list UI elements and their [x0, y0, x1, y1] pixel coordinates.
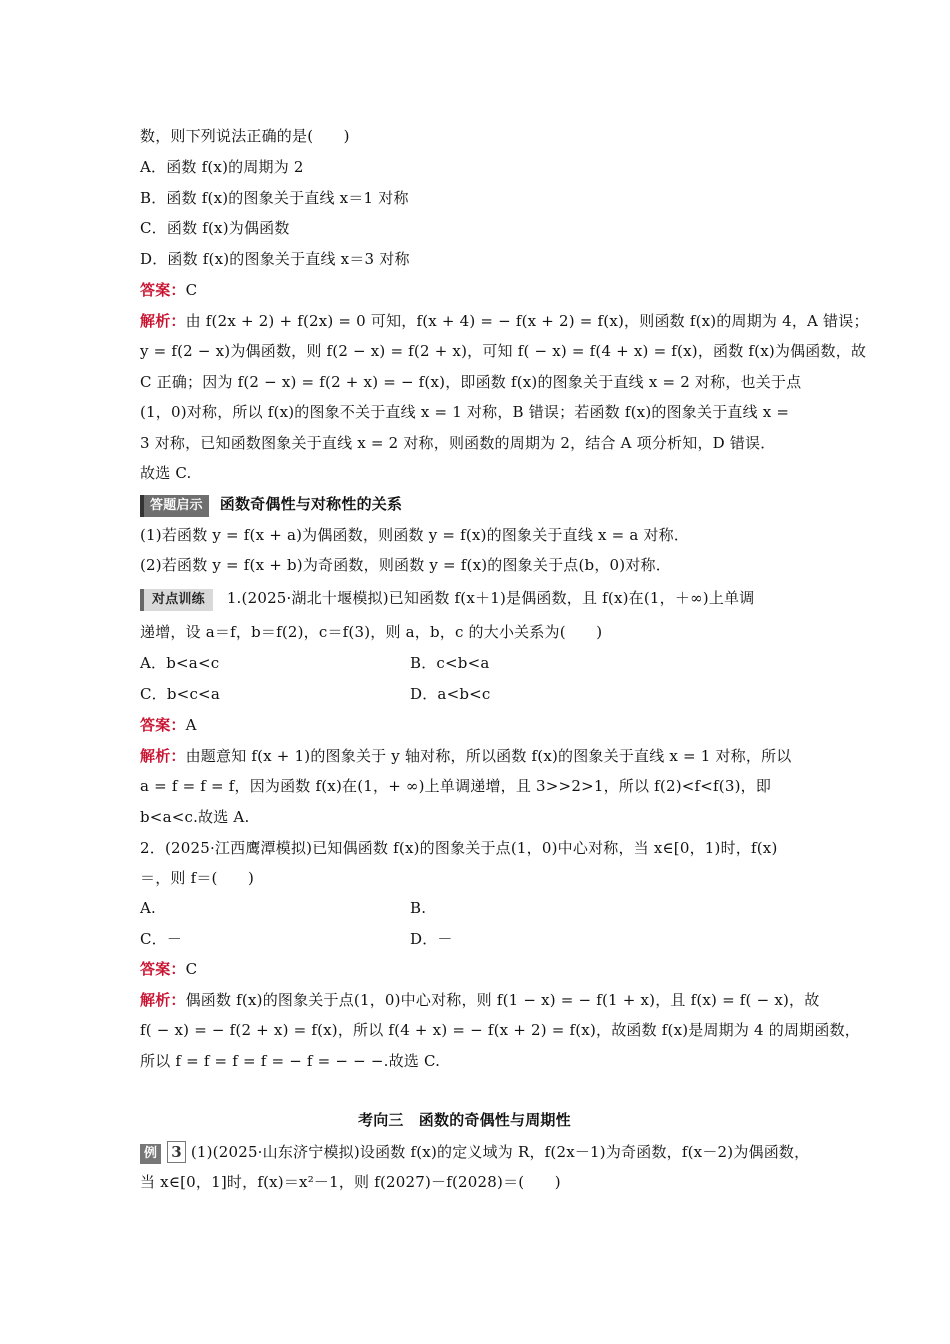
- practice-2-line-1: 2．(2025·江西鹰潭模拟)已知偶函数 f(x)的图象关于点(1，0)中心对称，当 x∈[0，1)时，f(x): [140, 839, 778, 857]
- option-d: D．函数 f(x)的图象关于直线 x＝3 对称: [140, 250, 410, 268]
- practice-header: [140, 588, 754, 611]
- answer-label: 答案：: [140, 716, 186, 734]
- answer-value: A: [185, 716, 197, 734]
- option-c: C．函数 f(x)为偶函数: [140, 219, 290, 237]
- tip-header: [140, 494, 402, 517]
- analysis-line-6: 故选 C.: [140, 464, 192, 482]
- practice-1-options-row-1: [140, 653, 219, 673]
- analysis-text: 由题意知 f(x + 1)的图象关于 y 轴对称，所以函数 f(x)的图象关于直线 x = 1 对称，所以: [185, 747, 792, 765]
- answer-value: C: [185, 281, 198, 299]
- practice-2-option-d: D．－: [410, 930, 453, 948]
- practice-2-option-a: A.: [140, 899, 157, 917]
- analysis-line-5: 3 对称，已知函数图象关于直线 x = 2 对称，则函数的周期为 2，结合 A 项分析知，D 错误．: [140, 434, 776, 452]
- practice-2-option-c: C．－: [140, 930, 183, 948]
- analysis-label: 解析：: [140, 312, 186, 330]
- practice-2-analysis-2: f( − x) = − f(2 + x) = f(x)，所以 f(4 + x) = − f(x + 2) = f(x)，故函数 f(x)是周期为 4 的周期函数，: [140, 1021, 860, 1039]
- option-a: A．函数 f(x)的周期为 2: [140, 158, 304, 176]
- practice-1-line-2: 递增，设 a＝f，b＝f(2)，c＝f(3)，则 a，b，c 的大小关系为( ): [140, 623, 603, 641]
- analysis-line-2: y = f(2 − x)为偶函数，则 f(2 − x) = f(2 + x)，可知 f( − x) = f(4 + x) = f(x)，函数 f(x)为偶函数，故: [140, 342, 867, 360]
- practice-1-line-1: 1.(2025·湖北十堰模拟)已知函数 f(x＋1)是偶函数，且 f(x)在(1，＋∞)上单调: [226, 589, 755, 607]
- analysis-label: 解析：: [140, 991, 186, 1009]
- analysis-text: 由 f(2x + 2) + f(2x) = 0 可知，f(x + 4) = − f(x + 2) = f(x)，则函数 f(x)的周期为 4，A 错误；: [185, 312, 869, 330]
- analysis-line-3: C 正确；因为 f(2 − x) = f(2 + x) = − f(x)，即函数 f(x)的图象关于直线 x = 2 对称，也关于点: [140, 373, 802, 391]
- practice-2-line-2: ＝，则 f＝( ): [140, 869, 255, 887]
- practice-1-option-c: C．b<c<a: [140, 685, 220, 703]
- practice-1-analysis-3: b<a<c.故选 A.: [140, 808, 250, 826]
- tip-title: 函数奇偶性与对称性的关系: [219, 495, 403, 513]
- practice-1-answer: [140, 715, 197, 735]
- analysis-text: 偶函数 f(x)的图象关于点(1，0)中心对称，则 f(1 − x) = − f(1 + x)，且 f(x) = f( − x)，故: [185, 991, 820, 1009]
- answer-label: 答案：: [140, 281, 186, 299]
- section-title: 考向三 函数的奇偶性与周期性: [358, 1111, 571, 1129]
- practice-badge: 对点训练: [140, 589, 213, 611]
- answer-value: C: [185, 960, 198, 978]
- practice-2-option-b: B.: [410, 899, 427, 917]
- tip-badge: 答题启示: [140, 495, 209, 517]
- example-3-line-2: 当 x∈[0，1]时，f(x)＝x²－1，则 f(2027)－f(2028)＝( ): [140, 1173, 561, 1191]
- practice-1-analysis-2: a = f = f = f，因为函数 f(x)在(1，+ ∞)上单调递增，且 3>>2>1，所以 f(2)<f<f(3)，即: [140, 777, 772, 795]
- practice-1-option-a: A．b<a<c: [140, 654, 220, 672]
- analysis-label: 解析：: [140, 747, 186, 765]
- answer-line: [140, 280, 197, 300]
- tip-line-1: (1)若函数 y = f(x + a)为偶函数，则函数 y = f(x)的图象关于直线 x = a 对称．: [140, 526, 690, 544]
- example-number: 3: [167, 1141, 186, 1163]
- practice-2-analysis-1: [140, 990, 819, 1010]
- option-b: B．函数 f(x)的图象关于直线 x＝1 对称: [140, 189, 409, 207]
- practice-2-analysis-3: 所以 f = f = f = f = − f = − − −.故选 C.: [140, 1052, 441, 1070]
- question-stem-tail: 数，则下列说法正确的是( ): [140, 127, 350, 145]
- analysis-line-4: (1，0)对称，所以 f(x)的图象不关于直线 x = 1 对称，B 错误；若函数 f(x)的图象关于直线 x =: [140, 403, 790, 421]
- practice-1-option-b: B．c<b<a: [410, 654, 490, 672]
- answer-label: 答案：: [140, 960, 186, 978]
- practice-1-analysis-1: [140, 746, 791, 766]
- practice-2-answer: [140, 959, 197, 979]
- example-3-line-1: [140, 1141, 809, 1164]
- example-3-text: (1)(2025·山东济宁模拟)设函数 f(x)的定义域为 R，f(2x－1)为奇函数，f(x－2)为偶函数，: [190, 1143, 810, 1161]
- example-label: 例: [140, 1144, 161, 1164]
- analysis-line-1: [140, 311, 869, 331]
- practice-1-option-d: D．a<b<c: [410, 685, 491, 703]
- tip-line-2: (2)若函数 y = f(x + b)为奇函数，则函数 y = f(x)的图象关于点(b，0)对称．: [140, 556, 671, 574]
